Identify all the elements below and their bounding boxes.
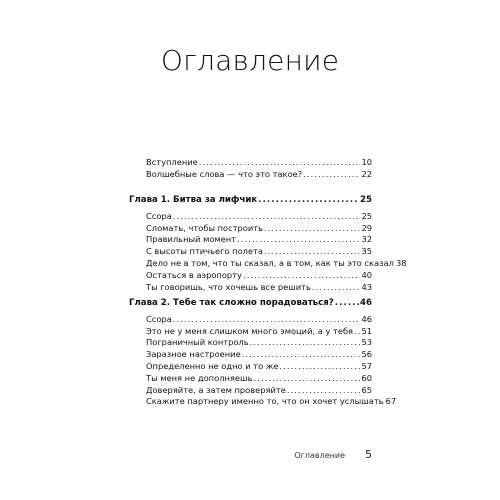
toc-entry[interactable] — [129, 396, 397, 408]
toc-entry-page: 10 — [361, 157, 372, 167]
toc-chapter-title: Глава 2. Тебе так сложно порадоваться? — [129, 298, 334, 308]
toc-entry[interactable] — [129, 326, 372, 338]
toc-entry-title: Ссора — [146, 313, 172, 324]
dot-leader — [287, 385, 361, 397]
page-title: Оглавление — [160, 44, 340, 77]
toc-entry-page: 25 — [361, 210, 372, 221]
toc-entry-page: 53 — [361, 337, 372, 348]
toc-chapter-page: 25 — [360, 195, 372, 205]
dot-leader — [335, 298, 359, 310]
dot-leader — [279, 361, 360, 373]
page-number: 5 — [365, 448, 372, 461]
toc-entry-page: 43 — [361, 281, 372, 292]
toc-chapter-heading[interactable] — [129, 298, 372, 310]
toc-entry-title: Дело не в том, что ты сказал, а в том, как ты это сказал — [146, 257, 394, 268]
dot-leader — [242, 349, 361, 361]
toc-entry[interactable] — [129, 257, 407, 270]
toc-entry-page: 40 — [361, 269, 372, 280]
toc-entry[interactable] — [129, 157, 372, 169]
toc-chapter-page: 46 — [360, 298, 372, 308]
toc-entry-title: Ты меня не дополняешь — [146, 372, 253, 383]
dot-leader — [253, 373, 360, 385]
dot-leader — [173, 314, 361, 326]
toc-entry[interactable] — [129, 211, 372, 223]
toc-entry[interactable] — [129, 270, 372, 282]
toc-entry-title: Заразное настроение — [146, 349, 241, 360]
dot-leader — [199, 157, 361, 169]
toc-intro-group — [129, 157, 372, 181]
toc-entry-page: 60 — [361, 372, 372, 383]
toc-entry-page: 29 — [361, 222, 372, 233]
toc-entry-page: 56 — [361, 349, 372, 360]
toc-entry-page: 38 — [395, 257, 407, 268]
toc-entry-title: Правильный момент — [146, 234, 237, 245]
toc-entry-page: 67 — [385, 396, 397, 407]
toc-entry-page: 32 — [361, 234, 372, 245]
dot-leader — [303, 169, 360, 181]
toc-entry[interactable] — [129, 385, 372, 397]
toc-entry[interactable] — [129, 246, 372, 258]
toc-entry-title: Ты говоришь, что хочешь все решить — [146, 281, 311, 292]
toc-entry[interactable] — [129, 314, 372, 326]
toc-entry-title: Пограничный контроль — [146, 337, 249, 348]
dot-leader — [264, 223, 360, 235]
toc-entry-title: Волшебные слова — что это такое? — [146, 168, 303, 179]
toc-chapter-heading[interactable] — [129, 195, 372, 207]
toc-entry-page: 22 — [361, 168, 372, 179]
toc-entry-title: С высоты птичьего полета — [146, 246, 263, 257]
dot-leader — [264, 246, 360, 258]
toc-entry-page: 57 — [361, 360, 372, 371]
toc-entry-page: 65 — [361, 384, 372, 395]
toc-chapter-1-group — [129, 195, 407, 293]
toc-entry[interactable] — [129, 282, 372, 294]
toc-entry[interactable] — [129, 234, 372, 246]
running-footer-label: Оглавление — [294, 451, 345, 460]
dot-leader — [258, 195, 359, 207]
toc-entry[interactable] — [129, 349, 372, 361]
toc-chapter-2-group — [129, 298, 397, 408]
toc-entry-page: 51 — [361, 325, 372, 336]
toc-chapter-title: Глава 1. Битва за лифчик — [129, 195, 258, 205]
toc-entry-page: 46 — [361, 313, 372, 324]
dot-leader — [237, 234, 360, 246]
toc-entry-title: Скажите партнеру именно то, что он хочет услышать — [146, 396, 384, 407]
page-footer — [0, 448, 500, 464]
toc-entry-title: Ссора — [146, 210, 172, 221]
toc-entry-title: Остаться в аэропорту — [146, 269, 242, 280]
dot-leader — [250, 337, 361, 349]
toc-entry[interactable] — [129, 373, 372, 385]
toc-entry[interactable] — [129, 169, 372, 181]
dot-leader — [173, 211, 361, 223]
toc-entry-title: Это не у меня слишком много эмоций, а у тебя — [146, 325, 354, 336]
toc-entry-title: Доверяйте, а затем проверяйте — [146, 384, 286, 395]
toc-entry-page: 35 — [361, 246, 372, 257]
toc-entry-title: Сломать, чтобы построить — [146, 222, 263, 233]
dot-leader — [354, 326, 360, 338]
toc-entry-title: Вступление — [146, 157, 198, 167]
dot-leader — [312, 282, 361, 294]
toc-entry-title: Определенно не одно и то же — [146, 360, 279, 371]
toc-entry[interactable] — [129, 361, 372, 373]
dot-leader — [243, 270, 360, 282]
toc-entry[interactable] — [129, 223, 372, 235]
toc-entry[interactable] — [129, 337, 372, 349]
